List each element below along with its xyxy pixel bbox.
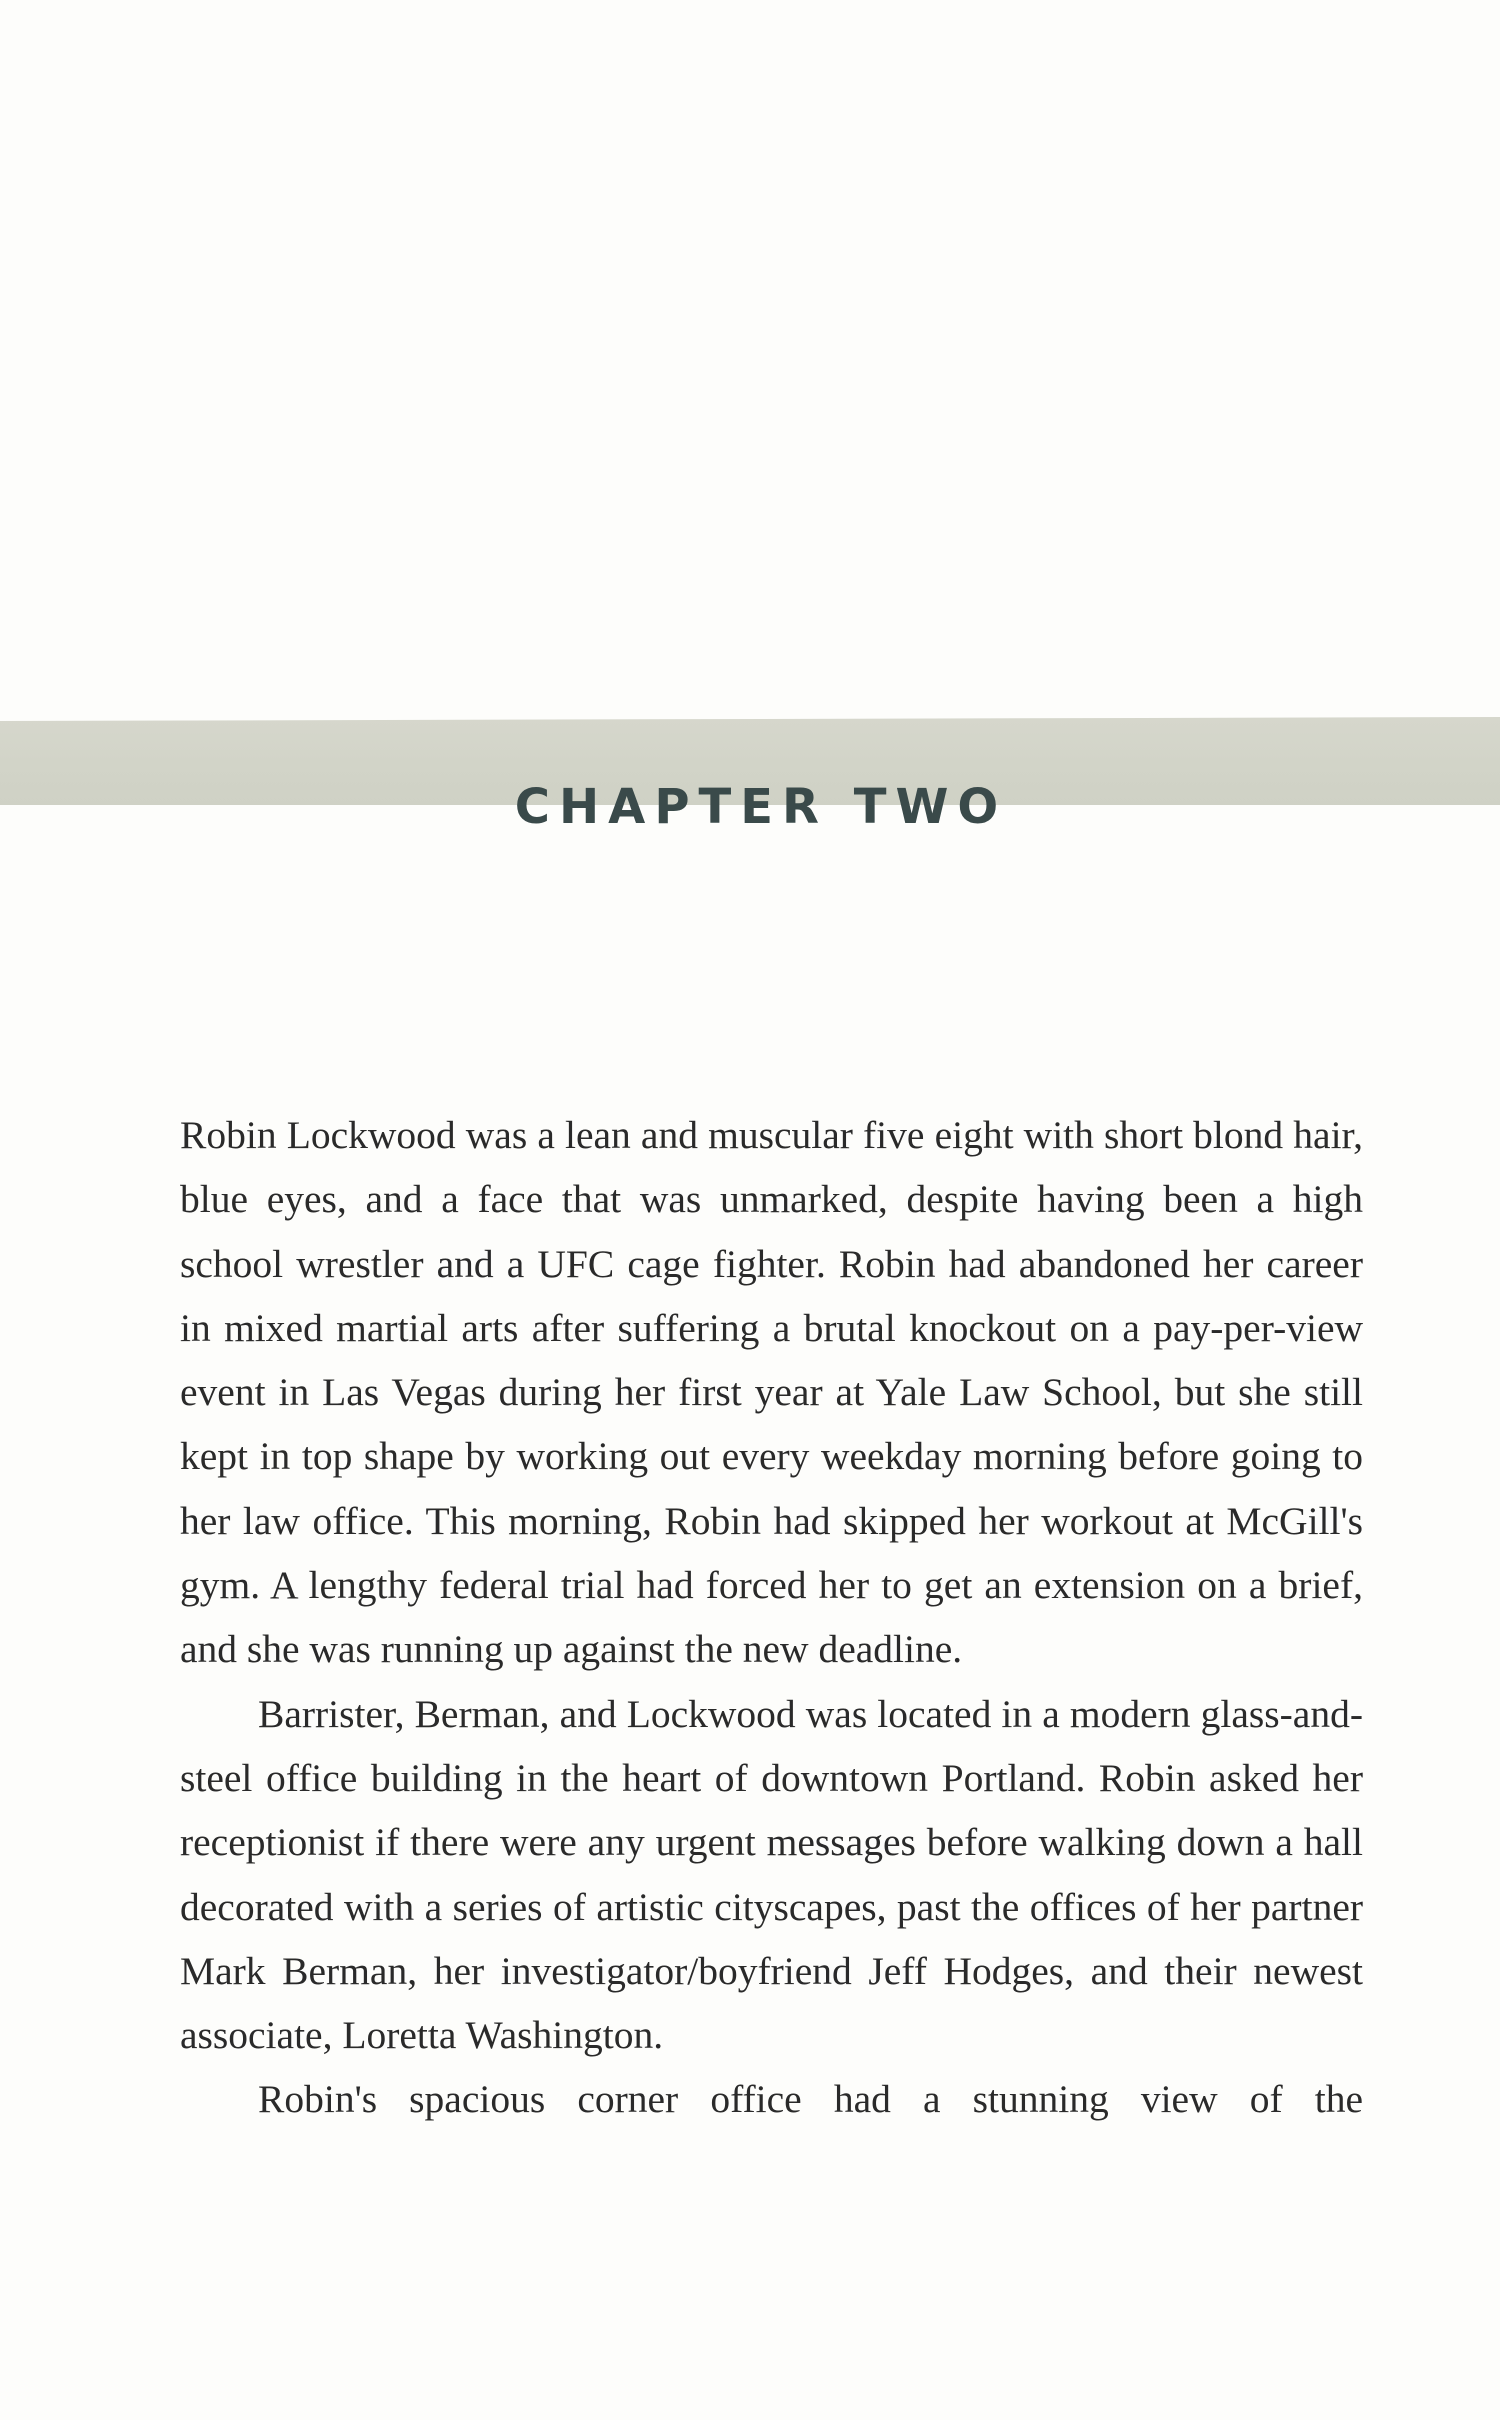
chapter-title: CHAPTER TWO — [514, 779, 1008, 835]
paragraph-1: Robin Lockwood was a lean and muscular five eight with short blond hair, blue eyes, and a face that was unmarked, despite having been a high school wrestler and a UFC cage fighter. Robin had abandoned her career in mixed martial arts after suffering a brutal knockout on a pay-per-view event in Las Vegas during her first year at Yale Law School, but she still kept in top shape by working out every weekday morning before going to her law office. This morning, Robin had skipped her workout at McGill's gym. A lengthy federal trial had forced her to get an extension on a brief, and she was running up against the new deadline. — [180, 1113, 1363, 1672]
paragraph-2: Barrister, Berman, and Lockwood was located in a modern glass-and-steel office building in the heart of downtown Portland. Robin asked her receptionist if there were any urgent messages before walking down a hall decorated with a series of artistic cityscapes, past the offices of her partner Mark Berman, her investigator/boyfriend Jeff Hodges, and their newest associate, Loretta Washington. — [180, 1691, 1363, 2058]
chapter-body — [180, 1103, 1363, 2132]
paragraph-3: Robin's spacious corner office had a stunning view of the — [258, 2077, 1363, 2122]
